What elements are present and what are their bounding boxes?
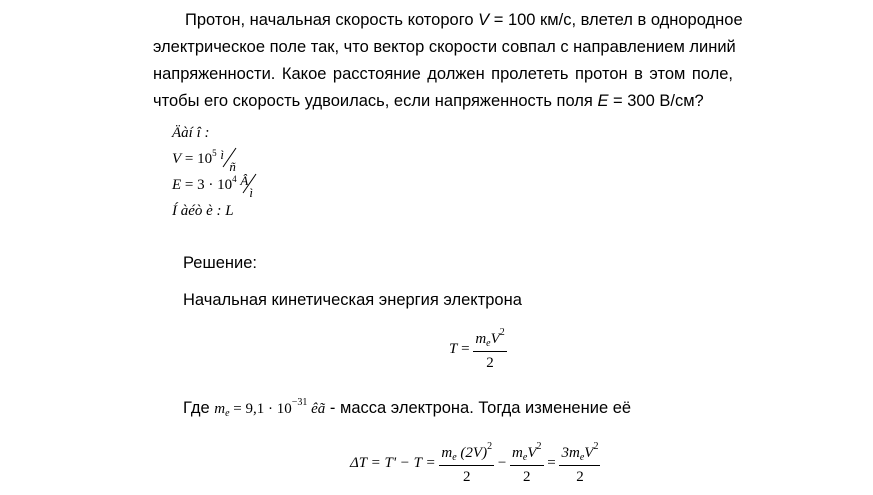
given-field (172, 173, 258, 199)
velocity-symbol: V (490, 331, 500, 347)
problem-text: = 100 км/с, влетел в однородное (489, 11, 743, 29)
mass-subscript: e (486, 338, 491, 349)
problem-line-1 (153, 7, 743, 34)
exponent: 2 (593, 441, 599, 452)
problem-text: Протон, начальная скорость которого (185, 11, 479, 29)
where-prefix: Где (183, 399, 215, 417)
problem-text: чтобы его скорость удвоилась, если напряженность поля (153, 92, 598, 110)
energy-change-formula (350, 441, 600, 486)
given-e-symbol: E (172, 177, 182, 193)
problem-line-2: электрическое поле так, что вектор скорости совпал с направлением линий (153, 38, 736, 56)
formula-fraction-3 (559, 441, 600, 486)
given-e-value: = 3 · 10 (181, 177, 233, 193)
problem-statement (153, 7, 743, 115)
fraction-denominator: 2 (523, 469, 531, 485)
formula-eq: = (543, 454, 560, 471)
mass-value: = 9,1 · 10 (229, 401, 292, 417)
mass-subscript: e (225, 408, 230, 419)
mass-subscript: e (579, 452, 585, 463)
fraction-denominator: 2 (462, 469, 471, 485)
fraction-numerator (473, 327, 506, 352)
unit-denominator: ñ (229, 159, 236, 174)
kinetic-energy-formula (449, 327, 507, 372)
velocity-symbol: V (527, 445, 537, 461)
unit-numerator: ì (220, 147, 225, 162)
velocity-term: (2V) (456, 445, 488, 461)
mass-unit: êã (307, 401, 326, 417)
minus-sign: − (494, 454, 511, 471)
formula-lhs: ΔT = T' − T = (350, 454, 440, 471)
solution-label: Решение: (183, 254, 257, 272)
given-v-exponent: 5 (212, 148, 217, 158)
mass-symbol: m (512, 445, 523, 461)
given-v-value: = 10 (181, 151, 213, 167)
mass-subscript: e (452, 452, 457, 463)
given-e-unit (240, 173, 258, 200)
where-suffix: - масса электрона. Тогда изменение её (325, 399, 632, 417)
problem-text: = 300 В/см? (608, 92, 704, 110)
kinetic-energy-text: Начальная кинетическая энергия электрона (183, 291, 522, 309)
formula-eq: = (457, 340, 474, 357)
given-find: Í àéò è : L (172, 203, 234, 219)
unit-denominator: ì (249, 185, 254, 200)
formula-lhs: T (449, 340, 458, 357)
mass-exponent: −31 (291, 397, 308, 408)
fraction-denominator: 2 (486, 355, 494, 371)
given-v-symbol: V (172, 151, 182, 167)
field-symbol: E (597, 92, 609, 110)
mass-symbol: 3m (561, 445, 580, 461)
given-header: Äàí î : (172, 125, 210, 141)
formula-fraction-1 (439, 441, 494, 486)
where-line (183, 397, 631, 419)
given-block (172, 121, 258, 225)
mass-subscript: e (522, 452, 528, 463)
formula-fraction (473, 327, 506, 372)
exponent: 2 (487, 441, 493, 452)
problem-line-3: напряженности. Какое расстояние должен пролететь протон в этом поле, (153, 65, 733, 83)
exponent: 2 (536, 441, 542, 452)
unit-numerator: Â (240, 173, 249, 188)
given-v-unit (220, 147, 238, 174)
electron-mass-expression (214, 397, 326, 419)
velocity-symbol: V (478, 11, 490, 29)
given-e-exponent: 4 (232, 174, 237, 184)
mass-symbol: m (214, 401, 226, 417)
mass-symbol: m (475, 331, 487, 347)
exponent: 2 (499, 327, 505, 338)
mass-symbol: m (441, 445, 453, 461)
fraction-denominator: 2 (576, 469, 584, 485)
fraction-numerator (559, 441, 600, 466)
problem-line-4 (153, 88, 733, 115)
velocity-symbol: V (584, 445, 594, 461)
fraction-numerator (510, 441, 543, 466)
formula-fraction-2 (510, 441, 543, 486)
fraction-numerator (439, 441, 494, 466)
